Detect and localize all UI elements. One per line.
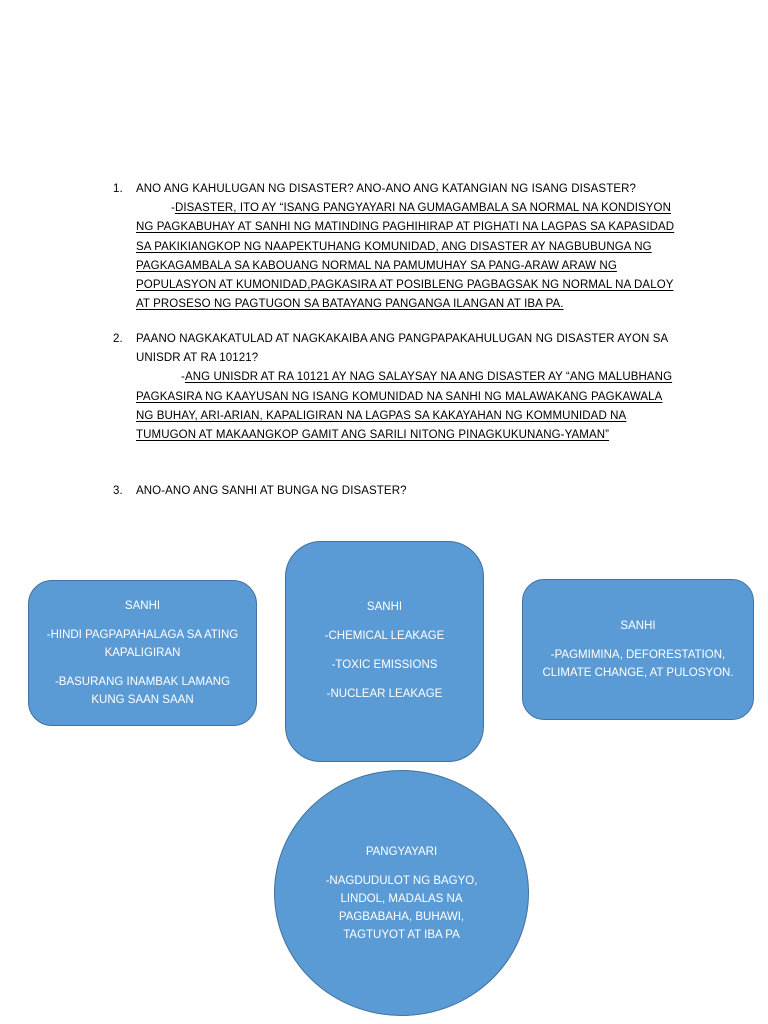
answer-line: AT PROSESO NG PAGTUGON SA BATAYANG PANGANGA ILANGAN AT IBA PA. [136, 298, 564, 311]
box-item: -PAGMIMINA, DEFORESTATION, CLIMATE CHANGE, AT PULOSYON. [542, 649, 734, 679]
event-circle [274, 770, 529, 1016]
question-number: 1. [113, 183, 123, 195]
box-item: -BASURANG INAMBAK LAMANG KUNG SAAN SAAN [54, 676, 231, 706]
box-item: -HINDI PAGPAPAHALAGA SA ATING KAPALIGIRAN [46, 629, 239, 659]
box-item: -CHEMICAL LEAKAGE [324, 630, 445, 642]
question-number: 2. [113, 333, 123, 345]
circle-item: -NAGDUDULOT NG BAGYO, LINDOL, MADALAS NA PAGBABAHA, BUHAWI, TAGTUYOT AT IBA PA [325, 874, 478, 941]
box-item: -NUCLEAR LEAKAGE [326, 688, 443, 700]
answer-line: TUMUGON AT MAKAANGKOP GAMIT ANG SARILI NITONG PINAGKUKUNANG-YAMAN” [136, 429, 610, 442]
question-3 [113, 482, 693, 501]
question-line: UNISDR AT RA 10121? [136, 352, 259, 365]
box-title: SANHI [124, 600, 161, 612]
answer-line: SA PAKIKIANGKOP NG NAAPEKTUHANG KOMUNIDAD, ANG DISASTER AY NAGBUBUNGA NG [136, 240, 652, 253]
answer-line: NG BUHAY, ARI-ARIAN, KAPALIGIRAN NA LAGPAS SA KAKAYAHAN NG KOMMUNIDAD NA [136, 409, 627, 422]
question-number: 3. [113, 485, 123, 497]
answer-line: POPULASYON AT KUMONIDAD,PAGKASIRA AT POSIBLENG PAGBAGSAK NG NORMAL NA DALOY [136, 279, 674, 292]
answer-line: PAGKASIRA NG KAAYUSAN NG ISANG KOMUNIDAD NA SANHI NG MALAWAKANG PAGKAWALA [136, 390, 663, 403]
box-item: -TOXIC EMISSIONS [331, 659, 438, 671]
answer-block [136, 368, 693, 445]
answer-line: NG PAGKABUHAY AT SANHI NG MATINDING PAGHIHIRAP AT PIGHATI NA LAGPAS SA KAPASIDAD [136, 221, 675, 234]
question-2 [113, 330, 693, 445]
box-title: SANHI [366, 601, 403, 613]
cause-box-left [28, 580, 257, 726]
answer-prefix: - [171, 202, 175, 215]
answer-line: ANG UNISDR AT RA 10121 AY NAG SALAYSAY NA ANG DISASTER AY “ANG MALUBHANG [184, 371, 673, 384]
answer-prefix: - [181, 371, 185, 384]
answer-block [136, 199, 693, 314]
question-text [136, 330, 693, 368]
question-line: PAANO NAGKAKATULAD AT NAGKAKAIBA ANG PANGPAPAKAHULUGAN NG DISASTER AYON SA [136, 333, 669, 345]
cause-box-center [285, 541, 484, 762]
cause-box-right [522, 579, 754, 720]
question-text: ANO-ANO ANG SANHI AT BUNGA NG DISASTER? [136, 485, 407, 497]
question-text: ANO ANG KAHULUGAN NG DISASTER? ANO-ANO ANG KATANGIAN NG ISANG DISASTER? [136, 183, 636, 195]
circle-title: PANGYAYARI [365, 845, 438, 858]
answer-line: DISASTER, ITO AY “ISANG PANGYAYARI NA GUMAGAMBALA SA NORMAL NA KONDISYON [174, 202, 672, 215]
box-title: SANHI [620, 620, 656, 632]
question-1 [113, 180, 693, 314]
answer-line: PAGKAGAMBALA SA KABOUANG NORMAL NA PAMUMUHAY SA PANG-ARAW ARAW NG [136, 259, 617, 272]
